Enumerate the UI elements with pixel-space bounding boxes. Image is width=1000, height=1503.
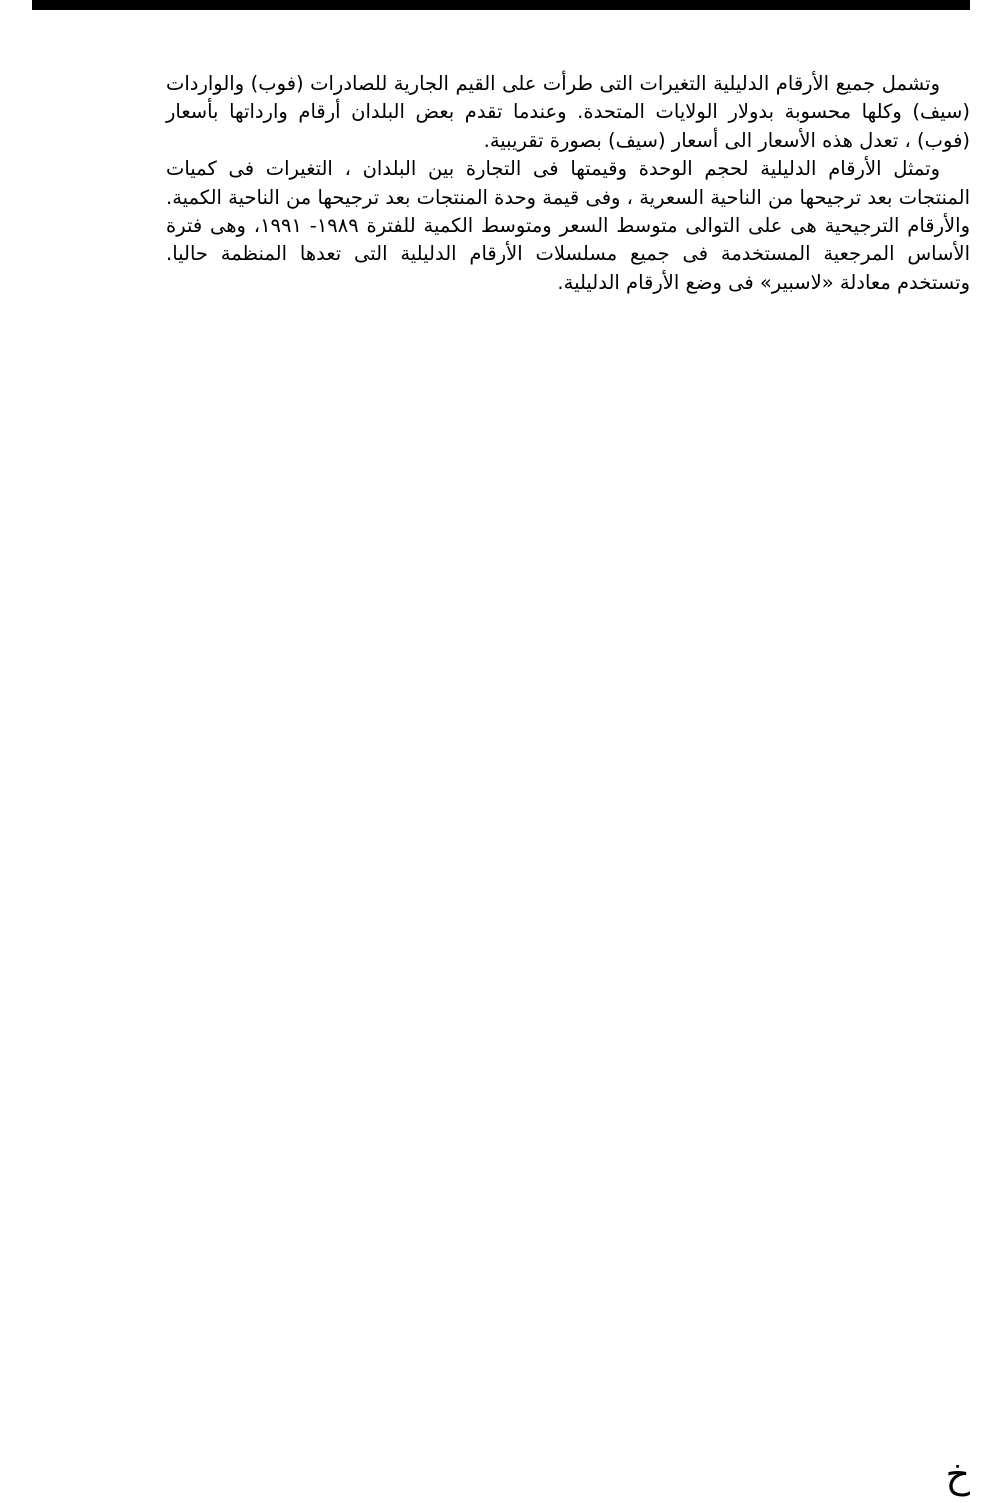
text-block	[166, 70, 970, 297]
top-rule	[32, 0, 970, 10]
paragraph-price-indices: وتشمل جميع الأرقام الدليلية التغيرات التى طرأت على القيم الجارية للصادرات (فوب) والواردات (سيف) وكلها محسوبة بدولار الولايات المتحدة. وعندما تقدم بعض البلدان أرقام وارداتها بأسعار (فوب) ، تعدل هذه الأسعار الى أسعار (سيف) بصورة تقريبية.	[166, 72, 970, 152]
page-marker: خ	[945, 1452, 970, 1496]
paragraph-volume-unit-value: وتمثل الأرقام الدليلية لحجم الوحدة وقيمتها فى التجارة بين البلدان ، التغيرات فى كميات المنتجات بعد ترجيحها من الناحية السعرية ، وفى قيمة وحدة المنتجات بعد ترجيحها من الناحية الكمية. والأرقام الترجيحية هى على التوالى متوسط السعر ومتوسط الكمية للفترة ١٩٨٩- ١٩٩١، وهى فترة الأساس المرجعية المستخدمة فى جميع مسلسلات الأرقام الدليلية التى تعدها المنظمة حاليا. وتستخدم معادلة «لاسبير» فى وضع الأرقام الدليلية.	[166, 157, 970, 294]
